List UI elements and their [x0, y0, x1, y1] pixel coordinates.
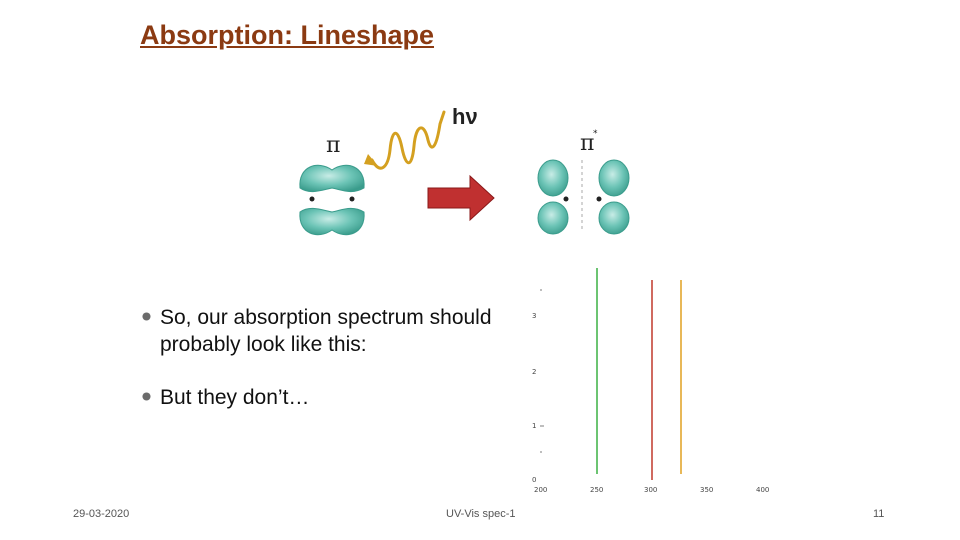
bullet-item — [140, 304, 520, 358]
x-tick-label: 250 — [590, 486, 604, 494]
bullet-text: But they don’t… — [160, 386, 310, 409]
bullet-icon — [142, 392, 151, 401]
page-number: 11 — [873, 508, 885, 520]
x-tick-label: 350 — [700, 486, 714, 494]
pi-star-orbital — [538, 160, 629, 234]
spectrum-plot — [520, 262, 780, 498]
photon-arrowhead-icon — [364, 154, 378, 166]
bullet-list — [140, 304, 520, 437]
y-tick-label: 2 — [532, 368, 537, 376]
pi-label: π — [326, 133, 341, 158]
bullet-text: So, our absorption spectrum should probably look like this: — [160, 306, 492, 356]
hv-label: hν — [452, 104, 478, 129]
footer-center: UV-Vis spec-1 — [446, 508, 516, 520]
pi-star-superscript: * — [593, 129, 598, 139]
x-tick-label: 300 — [644, 486, 658, 494]
x-tick-label: 200 — [534, 486, 548, 494]
bullet-icon — [142, 312, 151, 321]
x-tick-label: 400 — [756, 486, 770, 494]
orbital-diagram — [0, 0, 960, 260]
y-tick-label: 0 — [532, 476, 537, 484]
pi-star-label: π — [580, 131, 595, 156]
footer-date: 29-03-2020 — [73, 508, 130, 520]
transition-arrow-icon — [428, 176, 494, 220]
y-tick-label: 3 — [532, 312, 537, 320]
y-tick-label: 1 — [532, 422, 537, 430]
slide-title: Absorption: Lineshape — [140, 20, 435, 50]
pi-orbital — [300, 165, 364, 234]
bullet-item — [140, 384, 520, 411]
photon-wave-icon — [372, 112, 444, 168]
